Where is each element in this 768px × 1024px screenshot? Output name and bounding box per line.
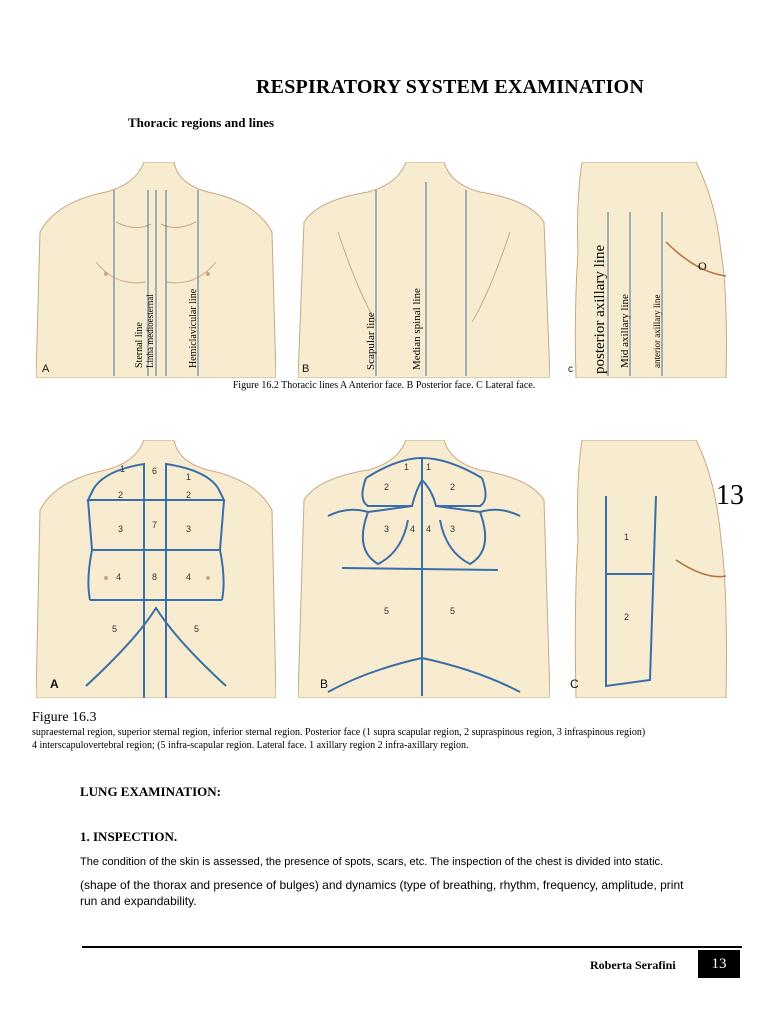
region-num: 4	[426, 524, 432, 534]
region-num: 5	[450, 606, 456, 616]
region-num: 2	[186, 490, 192, 500]
region-num: 3	[450, 524, 456, 534]
section-subtitle: Thoracic regions and lines	[128, 115, 275, 130]
region-num: 5	[194, 624, 200, 634]
nipple-mark: O	[698, 259, 707, 273]
figure-16-2-lateral	[566, 162, 736, 378]
region-num: 3	[186, 524, 192, 534]
figure-16-3-anterior	[36, 440, 276, 698]
region-num: 1	[186, 472, 192, 482]
footer-author: Roberta Serafini	[590, 958, 676, 972]
footer-rule	[82, 946, 742, 948]
label-mid-axillary-line: Mid axillary line	[619, 294, 631, 368]
region-num: 1	[120, 464, 126, 474]
side-page-number: 13	[716, 480, 744, 511]
figure-16-2-posterior	[298, 162, 550, 378]
paragraph-1: The condition of the skin is assessed, the presence of spots, scars, etc. The inspection of the chest is divided into static.	[80, 856, 664, 868]
page-title: RESPIRATORY SYSTEM EXAMINATION	[256, 76, 644, 98]
region-num: 3	[118, 524, 124, 534]
figure-16-3-lateral	[566, 440, 736, 698]
label-hemiclavicular-line: Hemiclavicular line	[188, 288, 199, 368]
panel-label-c: C	[570, 677, 579, 691]
region-num: 6	[152, 466, 158, 476]
label-scapular-line: Scapular line	[365, 312, 377, 370]
label-anterior-axillary-line: anterior axillary line	[652, 294, 662, 368]
panel-label-a: A	[50, 677, 59, 691]
paragraph-2: (shape of the thorax and presence of bulges) and dynamics (type of breathing, rhythm, frequency, amplitude, print run and expandability.	[80, 878, 684, 908]
footer-page-number: 13	[698, 950, 740, 978]
region-num: 8	[152, 572, 158, 582]
region-num: 2	[450, 482, 456, 492]
region-num: 1	[624, 532, 630, 542]
region-num: 2	[624, 612, 630, 622]
section-heading: LUNG EXAMINATION:	[80, 784, 221, 799]
region-num: 4	[116, 572, 122, 582]
figure-16-3-caption-line-1: supraesternal region, superior sternal region, inferior sternal region. Posterior face (1 supra scapular region, 2 supraspinous region, 3 infraspinous region)	[32, 727, 646, 738]
label-linha-medioesternal: Linha medioesternal	[145, 294, 155, 368]
panel-label-b: B	[320, 677, 329, 691]
label-posterior-axillary-line: posterior axillary line	[592, 244, 608, 374]
region-num: 4	[410, 524, 416, 534]
panel-label-a: A	[42, 363, 50, 375]
figure-16-2-caption: Figure 16.2 Thoracic lines A Anterior face. B Posterior face. C Lateral face.	[232, 380, 536, 391]
figure-16-2-anterior	[36, 162, 276, 378]
figure-16-3-posterior	[298, 440, 550, 698]
subsection-heading: 1. INSPECTION.	[80, 829, 178, 844]
panel-label-c: c	[568, 364, 573, 375]
region-num: 1	[426, 462, 432, 472]
region-num: 7	[152, 520, 158, 530]
region-num: 2	[118, 490, 124, 500]
region-num: 3	[384, 524, 390, 534]
region-num: 5	[112, 624, 118, 634]
region-num: 2	[384, 482, 390, 492]
panel-label-b: B	[302, 363, 310, 375]
figure-16-3-caption-line-2: 4 interscapulovertebral region; (5 infra-scapular region. Lateral face. 1 axillary region 2 infra-axillary region.	[32, 740, 469, 751]
label-median-spinal-line: Median spinal line	[411, 288, 423, 370]
figure-16-3-title: Figure 16.3	[32, 710, 97, 725]
region-num: 5	[384, 606, 390, 616]
label-sternal-line: Sternal line	[134, 322, 145, 368]
region-num: 1	[404, 462, 410, 472]
region-num: 4	[186, 572, 192, 582]
